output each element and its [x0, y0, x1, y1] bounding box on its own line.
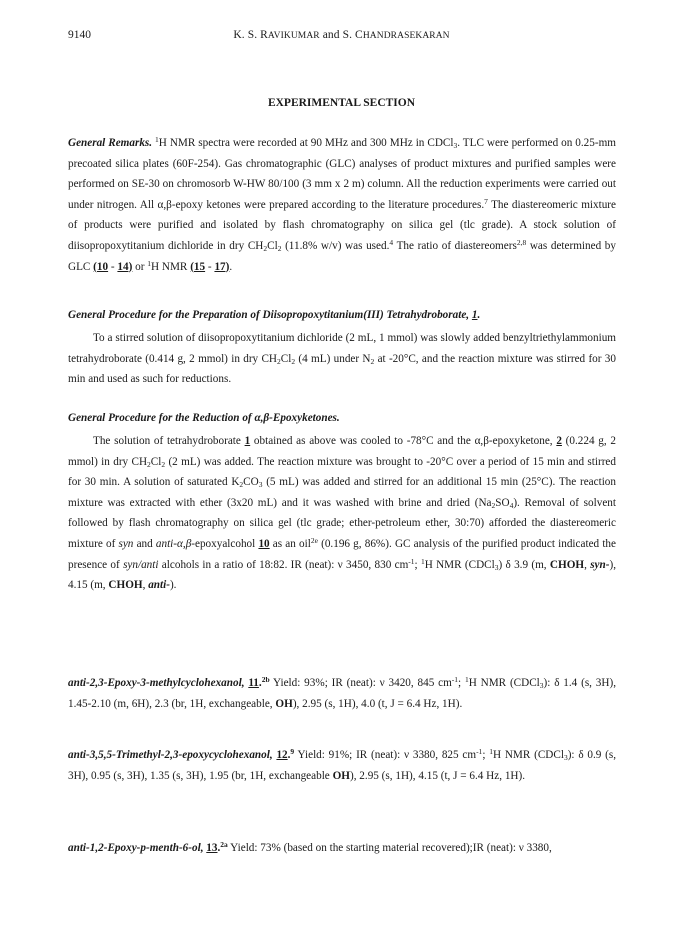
paragraph-reduction: The solution of tetrahydroborate 1 obtained as above was cooled to -78°C and the α,β-epoxyketone, 2 (0.224 g, 2 mmol) in dry $CH_2Cl_2$ (2 mL) was added. The reaction mixture was brought to -20°C over a period of 15 min and stirred for 30 min. A solution of saturated $K_2CO_3$ (5 mL) was added and stirred for an additional 15 min (25°C). The reaction mixture was extracted with ether (3x20 mL) and it was washed with brine and dried $(Na_2SO_4)$. Removal of solvent followed by flash chromatography on silica gel (tlc grade; ether-petroleum ether, 30:70) afforded the diastereomeric mixture of syn and anti-α,β-epoxyalcohol 10 as an oil$^{2e}$ (0.196 g, 86%). GC analysis of the purified product indicated the presence of syn/anti alcohols in a ratio of 18:82. IR (neat): ν 3450, 830 $cm^{-1}$; $^1$H NMR (CDCl$_3$) δ 3.9 (m, CHOH, syn-), 4.15 (m, CHOH, anti-). — [68, 435, 617, 592]
page-number: 9140 — [68, 29, 91, 41]
running-header-authors: K. S. RAVIKUMAR and S. CHANDRASEKARAN — [233, 29, 450, 41]
paragraph-compound-12: anti-3,5,5-Trimethyl-2,3-epoxycyclohexanol, 12.$^9$ Yield: 91%; IR (neat): ν 3380, 825 $cm^{-1}$; $^1$H NMR (CDCl$_3$): δ 0.9 (s, 3H), 0.95 (s, 3H), 1.35 (s, 3H), 1.95 (br, 1H, exchangeable OH), 2.95 (s, 1H), 4.15 (t, J = 6.4 Hz, 1H). — [68, 747, 617, 782]
paragraph-general-remarks: General Remarks. $^1$H NMR spectra were recorded at 90 MHz and 300 MHz in CDCl$_3$. TLC were performed on 0.25-mm precoated silica plates (60F-254). Gas chromatographic (GLC) analyses of product mixtures and purified samples were performed on SE-30 on chromosorb W-HW 80/100 (3 mm x 2 m) column. All the reduction experiments were carried out under nitrogen. All α,β-epoxy ketones were prepared according to the literature procedures.$^7$ The diastereomeric mixture of products were purified and isolated by flash chromatography on silica gel (tlc grade). A stock solution of diisopropoxytitanium dichloride in dry $CH_2Cl_2$ (11.8% w/v) was used.$^4$ The ratio of diastereomers$^{2,8}$ was determined by GLC (10 - 14) or $^1$H NMR (15 - 17). — [68, 135, 617, 273]
paragraph-label: General Remarks. — [68, 137, 153, 149]
paragraph-preparation: To a stirred solution of diisopropoxytitanium dichloride (2 mL, 1 mmol) was slowly added benzyltriethylammonium tetrahydroborate (0.414 g, 2 mmol) in dry $CH_2Cl_2$ (4 mL) under $N_2$ at -20°C, and the reaction mixture was stirred for 30 min and used as such for reductions. — [68, 332, 616, 386]
paragraph-compound-13: anti-1,2-Epoxy-p-menth-6-ol, 13.$^{2a}$ Yield: 73% (based on the starting material recovered);IR (neat): ν 3380, — [68, 840, 552, 854]
heading-reduction: General Procedure for the Reduction of α,β-Epoxyketones. — [68, 412, 340, 424]
section-title: EXPERIMENTAL SECTION — [267, 97, 416, 109]
paragraph-compound-11: anti-2,3-Epoxy-3-methylcyclohexanol, 11.$^{2b}$ Yield: 93%; IR (neat): ν 3420, 845 $cm^{-1}$; $^1$H NMR (CDCl$_3$): δ 1.4 (s, 3H), 1.45-2.10 (m, 6H), 2.3 (br, 1H, exchangeable, OH), 2.95 (s, 1H), 4.0 (t, J = 6.4 Hz, 1H). — [68, 675, 616, 710]
heading-preparation: General Procedure for the Preparation of Diisopropoxytitanium(III) Tetrahydroborate, 1. — [68, 309, 481, 321]
